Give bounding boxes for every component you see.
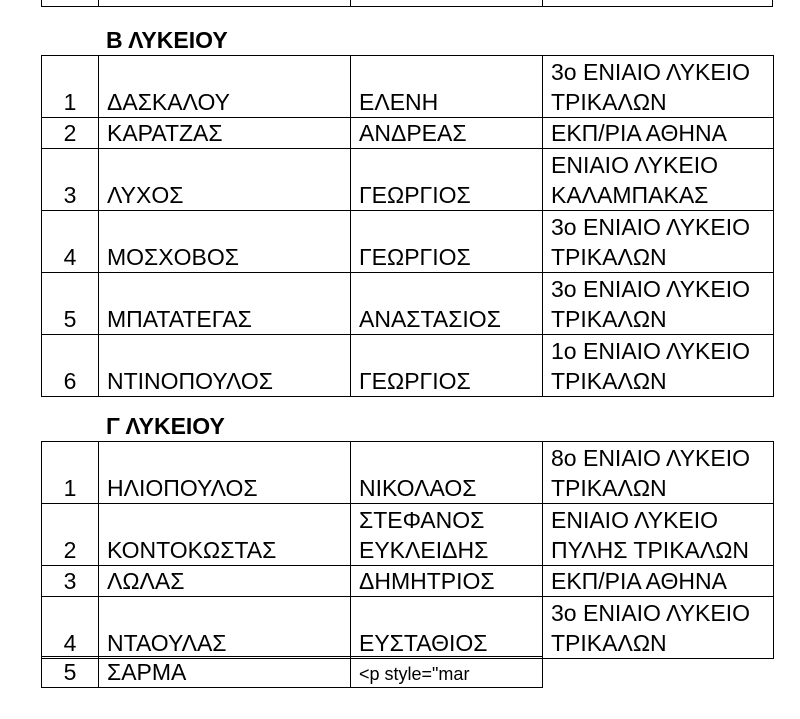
school-line: ΕΝΙΑΙΟ ΛΥΚΕΙΟ (551, 152, 719, 178)
school-line: ΤΡΙΚΑΛΩΝ (551, 244, 667, 270)
section-title-b-lykeiou: Β ΛΥΚΕΙΟΥ (106, 27, 228, 53)
firstname-cell: ΓΕΩΡΓΙΟΣ (351, 149, 543, 211)
school-line: 1ο ΕΝΙΑΙΟ ΛΥΚΕΙΟ (551, 338, 751, 364)
row-number: 1 (42, 56, 99, 118)
table-row (42, 504, 774, 566)
surname-cell: ΝΤΙΝΟΠΟΥΛΟΣ (99, 335, 351, 397)
surname-cell: ΜΠΑΤΑΤΕΓΑΣ (99, 273, 351, 335)
students-table-g-lykeiou (41, 441, 774, 659)
table-row (42, 657, 543, 688)
firstname-line: ΣΤΕΦΑΝΟΣ (359, 507, 485, 533)
surname-cell: ΛΩΛΑΣ (99, 566, 351, 597)
surname-cell: ΛΥΧΟΣ (99, 149, 351, 211)
school-cell (543, 504, 774, 566)
school-cell (543, 566, 774, 597)
prev-table-bottom-border (41, 6, 773, 7)
school-line: ΕΚΠ/ΡΙΑ ΑΘΗΝΑ (551, 120, 727, 146)
row-number: 1 (42, 442, 99, 504)
table-row (42, 442, 774, 504)
firstname-cell: ΑΝΔΡΕΑΣ (351, 118, 543, 149)
table-row (42, 56, 774, 118)
firstname-cell (351, 504, 543, 566)
firstname-cell: ΕΥΣΤΑΘΙΟΣ (351, 597, 543, 659)
firstname-cell: <p style="mar (351, 657, 543, 688)
surname-cell: ΗΛΙΟΠΟΥΛΟΣ (99, 442, 351, 504)
table-row (42, 273, 774, 335)
table-row (42, 211, 774, 273)
school-line: ΤΡΙΚΑΛΩΝ (551, 89, 667, 115)
row-number: 4 (42, 597, 99, 659)
school-cell (543, 273, 774, 335)
row-number: 3 (42, 149, 99, 211)
surname-cell: ΚΟΝΤΟΚΩΣΤΑΣ (99, 504, 351, 566)
firstname-cell: ΝΙΚΟΛΑΟΣ (351, 442, 543, 504)
school-line: 3ο ΕΝΙΑΙΟ ΛΥΚΕΙΟ (551, 600, 751, 626)
row-number: 5 (42, 657, 99, 688)
students-table-b-lykeiou (41, 55, 774, 397)
row-number: 4 (42, 211, 99, 273)
firstname-cell: ΓΕΩΡΓΙΟΣ (351, 335, 543, 397)
school-line: ΕΝΙΑΙΟ ΛΥΚΕΙΟ (551, 507, 719, 533)
firstname-cell: ΓΕΩΡΓΙΟΣ (351, 211, 543, 273)
school-cell (543, 118, 774, 149)
school-line: 3ο ΕΝΙΑΙΟ ΛΥΚΕΙΟ (551, 59, 751, 85)
row-number: 3 (42, 566, 99, 597)
firstname-cell: ΔΗΜΗΤΡΙΟΣ (351, 566, 543, 597)
school-cell (543, 335, 774, 397)
school-cell (543, 211, 774, 273)
students-table-g-lykeiou-last-row (41, 656, 543, 688)
firstname-cell: ΕΛΕΝΗ (351, 56, 543, 118)
school-line: ΠΥΛΗΣ ΤΡΙΚΑΛΩΝ (551, 537, 750, 563)
table-row (42, 149, 774, 211)
school-line: ΕΚΠ/ΡΙΑ ΑΘΗΝΑ (551, 568, 727, 594)
school-line: 8ο ΕΝΙΑΙΟ ΛΥΚΕΙΟ (551, 445, 751, 471)
firstname-cell: ΑΝΑΣΤΑΣΙΟΣ (351, 273, 543, 335)
school-line: 3ο ΕΝΙΑΙΟ ΛΥΚΕΙΟ (551, 214, 751, 240)
table-row (42, 597, 774, 659)
row-number: 2 (42, 118, 99, 149)
school-cell (543, 56, 774, 118)
surname-cell: ΝΤΑΟΥΛΑΣ (99, 597, 351, 659)
section-title-g-lykeiou: Γ ΛΥΚΕΙΟΥ (106, 413, 225, 439)
firstname-line: ΕΥΚΛΕΙΔΗΣ (359, 537, 489, 563)
surname-cell: ΜΟΣΧΟΒΟΣ (99, 211, 351, 273)
surname-cell: ΔΑΣΚΑΛΟΥ (99, 56, 351, 118)
school-line: ΤΡΙΚΑΛΩΝ (551, 306, 667, 332)
table-row (42, 335, 774, 397)
school-line: ΤΡΙΚΑΛΩΝ (551, 630, 667, 656)
row-number: 2 (42, 504, 99, 566)
school-line: 3ο ΕΝΙΑΙΟ ΛΥΚΕΙΟ (551, 276, 751, 302)
school-cell (543, 442, 774, 504)
school-line: ΤΡΙΚΑΛΩΝ (551, 475, 667, 501)
school-cell (543, 149, 774, 211)
table-row (42, 566, 774, 597)
school-line: ΤΡΙΚΑΛΩΝ (551, 368, 667, 394)
row-number: 5 (42, 273, 99, 335)
school-line: ΚΑΛΑΜΠΑΚΑΣ (551, 182, 709, 208)
table-row (42, 118, 774, 149)
row-number: 6 (42, 335, 99, 397)
school-cell (543, 597, 774, 659)
surname-cell: ΚΑΡΑΤΖΑΣ (99, 118, 351, 149)
surname-cell: ΣΑΡΜΑ (99, 657, 351, 688)
